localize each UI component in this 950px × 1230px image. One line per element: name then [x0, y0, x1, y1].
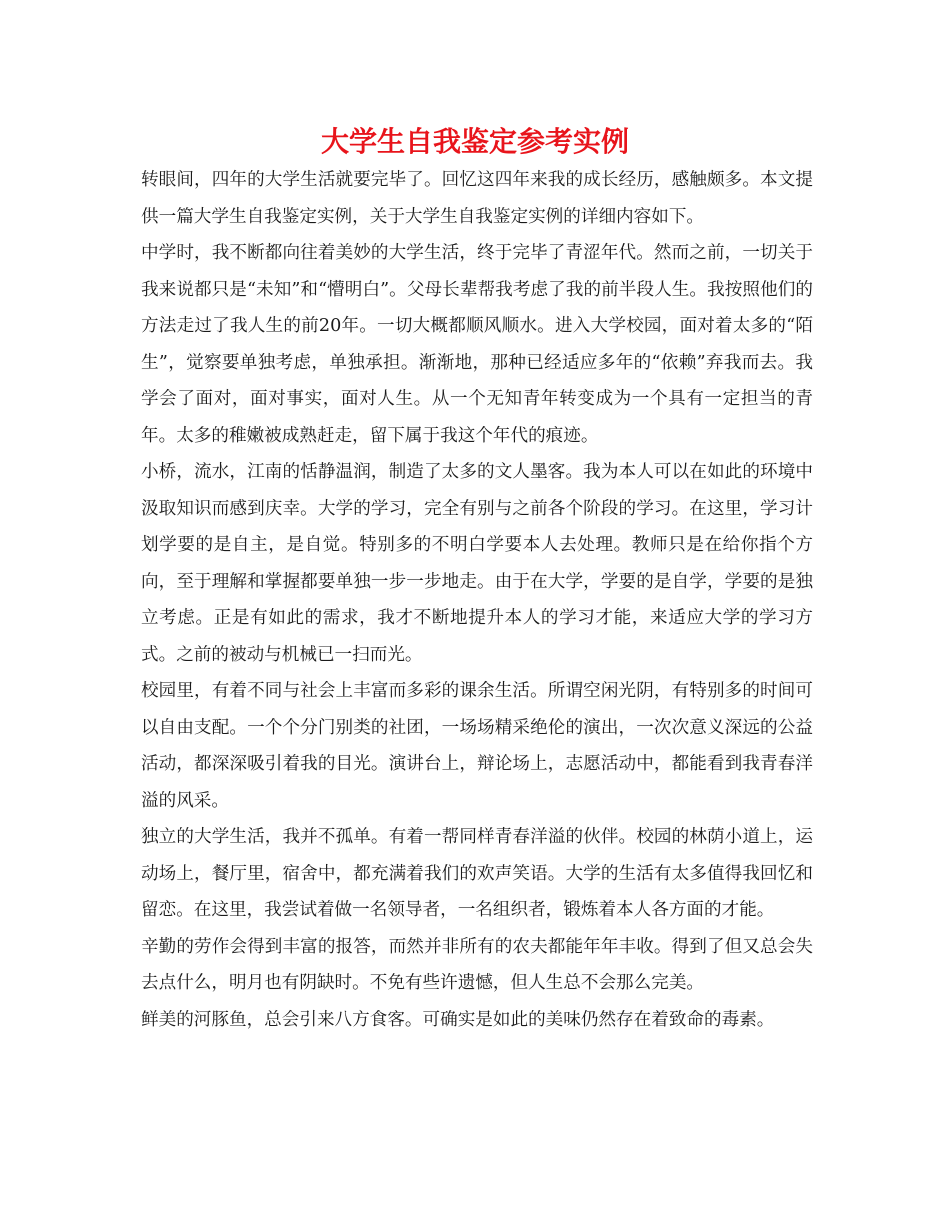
paragraph: 鲜美的河豚鱼，总会引来八方食客。可确实是如此的美味仍然存在着致命的毒素。 [141, 1009, 775, 1030]
paragraph: 小桥，流水，江南的恬静温润，制造了太多的文人墨客。我为本人可以在如此的环境中汲取知识而感到庆幸。大学的学习，完全有别与之前各个阶段的学习。在这里，学习计划学要的是自主，是自觉。特别多的不明白学要本人去处理。教师只是在给你指个方向，至于理解和掌握都要单独一步一步地走。由于在大学，学要的是自学，学要的是独立考虑。正是有如此的需求，我才不断地提升本人的学习才能，来适应大学的学习方式。之前的被动与机械已一扫而光。 [141, 462, 813, 665]
document-title: 大学生自我鉴定参考实例 [320, 125, 629, 158]
paragraph: 独立的大学生活，我并不孤单。有着一帮同样青春洋溢的伙伴。校园的林荫小道上，运动场上，餐厅里，宿舍中，都充满着我们的欢声笑语。大学的生活有太多值得我回忆和留恋。在这里，我尝试着做一名领导者，一名组织者，锻炼着本人各方面的才能。 [141, 827, 813, 920]
paragraph: 中学时，我不断都向往着美妙的大学生活，终于完毕了青涩年代。然而之前，一切关于我来说都只是“未知”和“懵明白”。父母长辈帮我考虑了我的前半段人生。我按照他们的方法走过了我人生的前20年。一切大概都顺风顺水。进入大学校园，面对着太多的“陌生”，觉察要单独考虑，单独承担。渐渐地，那种已经适应多年的“依赖”弃我而去。我学会了面对，面对事实，面对人生。从一个无知青年转变成为一个具有一定担当的青年。太多的稚嫩被成熟赶走，留下属于我这个年代的痕迹。 [141, 243, 813, 446]
paragraph: 校园里，有着不同与社会上丰富而多彩的课余生活。所谓空闲光阴，有特别多的时间可以自由支配。一个个分门别类的社团，一场场精采绝伦的演出，一次次意义深远的公益活动，都深深吸引着我的目光。演讲台上，辩论场上，志愿活动中，都能看到我青春洋溢的风采。 [141, 681, 813, 811]
paragraph: 转眼间，四年的大学生活就要完毕了。回忆这四年来我的成长经历，感触颇多。本文提供一篇大学生自我鉴定实例，关于大学生自我鉴定实例的详细内容如下。 [141, 170, 813, 227]
paragraph: 辛勤的劳作会得到丰富的报答，而然并非所有的农夫都能年年丰收。得到了但又总会失去点什么，明月也有阴缺时。不免有些许遗憾，但人生总不会那么完美。 [141, 936, 813, 993]
document-body [141, 162, 813, 1038]
